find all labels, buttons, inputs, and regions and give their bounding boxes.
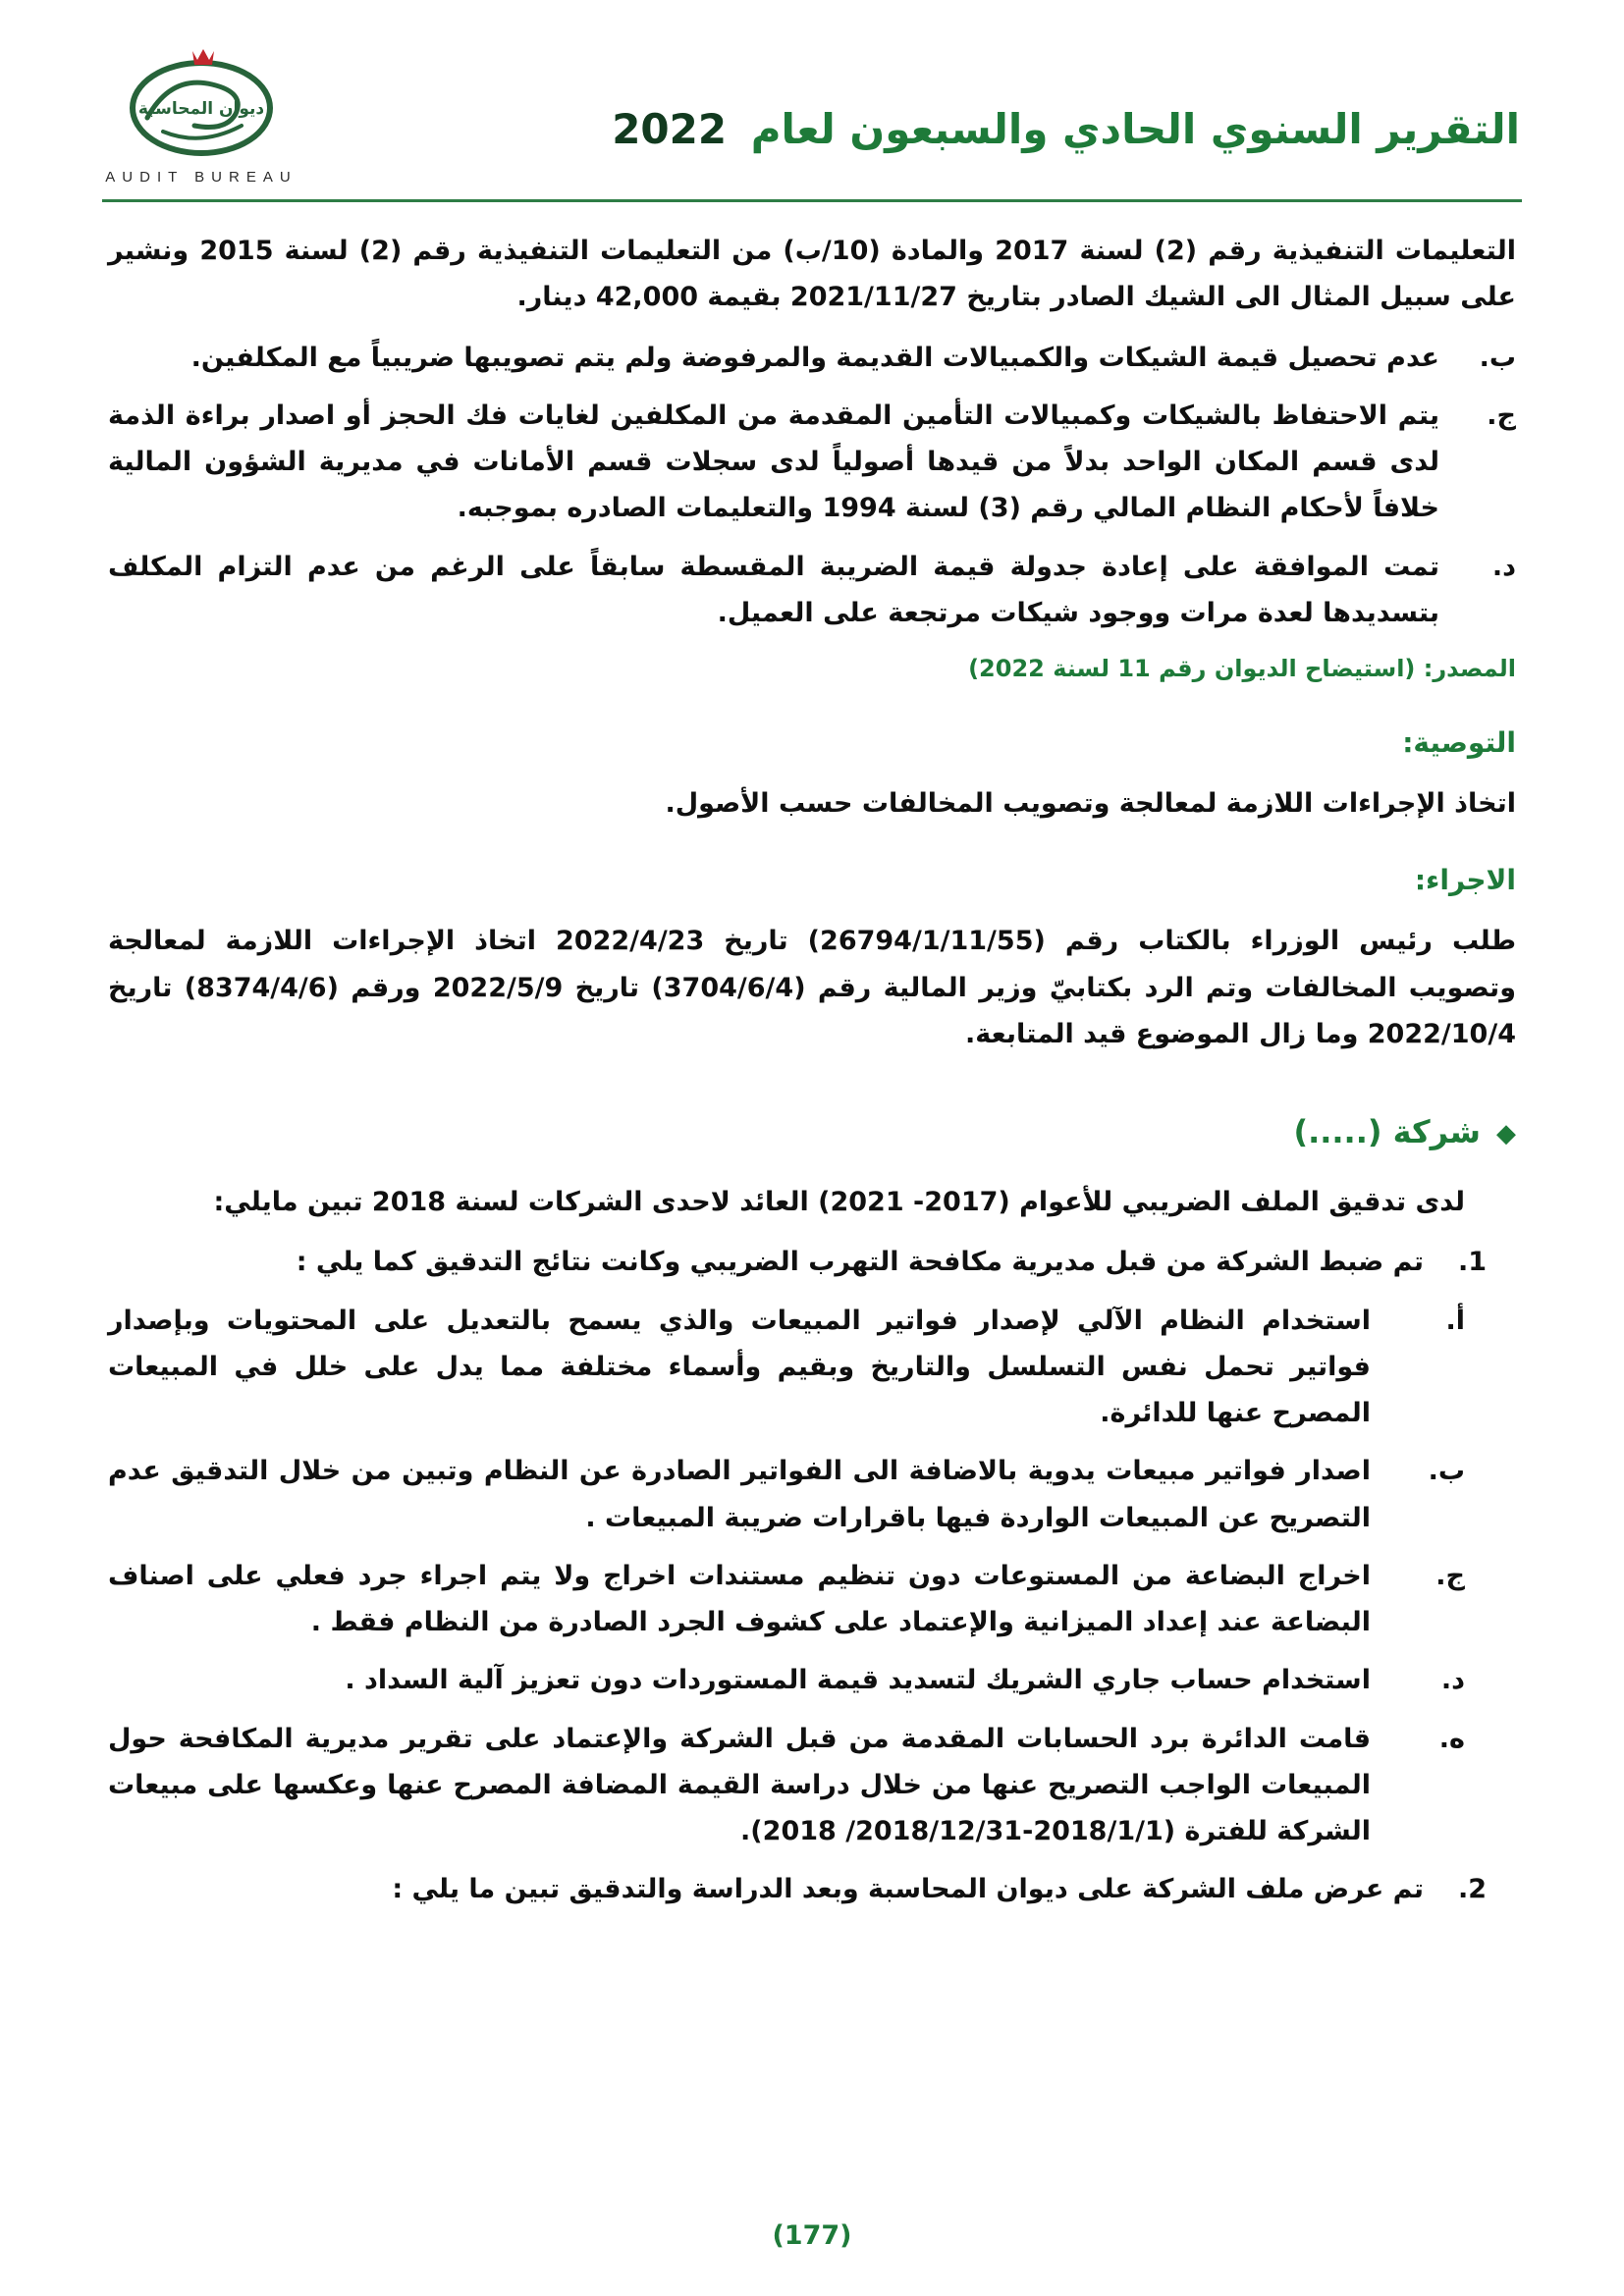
page-number: (177): [772, 2220, 852, 2251]
item-marker: ه.: [1438, 1723, 1465, 1754]
item-marker: ب.: [1479, 342, 1516, 373]
logo-english-name: AUDIT BUREAU: [105, 169, 298, 186]
sub-item-b: [108, 1448, 1516, 1541]
finding-item-j: [108, 393, 1516, 532]
sub-item-a: [108, 1298, 1516, 1437]
audit-bureau-emblem-icon: [114, 45, 289, 163]
finding-item-b: [108, 335, 1516, 381]
item-marker: ج.: [1435, 1560, 1465, 1591]
audit-bureau-logo: [98, 45, 304, 186]
source-line: المصدر: (استيضاح الديوان رقم 11 لسنة 2022): [968, 655, 1516, 682]
company-heading-text: شركة (.....): [1293, 1113, 1481, 1150]
item-text: استخدام النظام الآلي لإصدار فواتير المبيعات والذي يسمح بالتعديل على المحتويات وبإصدار فواتير تحمل نفس التسلسل والتاريخ وبقيم وأسماء مختلفة مما يدل على خلل في المبيعات المصرح عنها للدائرة.: [108, 1305, 1371, 1428]
item-marker: 2.: [1457, 1874, 1487, 1905]
item-marker: 1.: [1457, 1247, 1487, 1278]
report-title: [612, 78, 1520, 153]
company-section-heading: [108, 1104, 1516, 1159]
report-title-text: التقرير السنوي الحادي والسبعون لعام: [750, 105, 1520, 153]
report-body: [94, 202, 1530, 1925]
item-text: تم ضبط الشركة من قبل مديرية مكافحة التهرب الضريبي وكانت نتائج التدقيق كما يلي :: [296, 1247, 1424, 1278]
finding-item-d: [108, 544, 1516, 637]
sub-item-h: [108, 1716, 1516, 1855]
item-text: استخدام حساب جاري الشريك لتسديد قيمة المستوردات دون تعزيز آلية السداد .: [345, 1665, 1371, 1696]
sub-item-d: [108, 1657, 1516, 1703]
numbered-item-2: [108, 1866, 1516, 1912]
sub-item-j: [108, 1553, 1516, 1646]
page-footer: [94, 2220, 1530, 2267]
recommendation-text: اتخاذ الإجراءات اللازمة لمعالجة وتصويب المخالفات حسب الأصول.: [665, 788, 1516, 819]
item-text: اصدار فواتير مبيعات يدوية بالاضافة الى الفواتير الصادرة عن النظام وتبين من خلال التدقيق عدم التصريح عن المبيعات الواردة فيها باقرارات ضريبة المبيعات .: [108, 1456, 1371, 1533]
report-title-year: 2022: [612, 105, 728, 153]
item-marker: د.: [1440, 1665, 1465, 1696]
diamond-bullet-icon: ◆: [1496, 1119, 1516, 1148]
item-text: اخراج البضاعة من المستوعات دون تنظيم مستندات اخراج ولا يتم اجراء جرد فعلي على اصناف البضاعة عند إعداد الميزانية والإعتماد على كشوف الجرد الصادرة من النظام فقط .: [108, 1560, 1371, 1637]
item-text: يتم الاحتفاظ بالشيكات وكمبيالات التأمين المقدمة من المكلفين لغايات فك الحجز أو اصدار براءة الذمة لدى قسم المكان الواحد بدلاً من قيدها أصولياً لدى سجلات قسم الأمانات في مديرية الشؤون المالية خلافاً لأحكام النظام المالي رقم (3) لسنة 1994 والتعليمات الصادره بموجبه.: [108, 400, 1439, 524]
action-text: طلب رئيس الوزراء بالكتاب رقم (26794/1/11/55) تاريخ 2022/4/23 اتخاذ الإجراءات اللازمة لمعالجة وتصويب المخالفات وتم الرد بكتابيّ وزير المالية رقم (3704/6/4) تاريخ 2022/5/9 ورقم (8374/4/6) تاريخ 2022/10/4 وما زال الموضوع قيد المتابعة.: [108, 926, 1517, 1049]
item-text: قامت الدائرة برد الحسابات المقدمة من قبل الشركة والإعتماد على تقرير مديرية المكافحة حول المبيعات الواجب التصريح عنها من خلال دراسة القيمة المضافة المصرح عنها وعكسها على مبيعات الشركة للفترة (2018/1/1-2018/12/31/ 2018).: [108, 1723, 1371, 1846]
item-marker: ج.: [1487, 400, 1516, 431]
action-heading: الاجراء:: [1414, 864, 1516, 897]
item-marker: ب.: [1428, 1456, 1465, 1487]
recommendation-heading: التوصية:: [1402, 726, 1516, 759]
item-text: تمت الموافقة على إعادة جدولة قيمة الضريبة المقسطة سابقاً على الرغم من عدم التزام المكلف بتسديدها لعدة مرات ووجود شيكات مرتجعة على العميل.: [108, 551, 1439, 628]
continuation-paragraph: التعليمات التنفيذية رقم (2) لسنة 2017 والمادة (10/ب) من التعليمات التنفيذية رقم (2) لسنة 2015 ونشير على سبيل المثال الى الشيك الصادر بتاريخ 2021/11/27 بقيمة 42,000 دينار.: [108, 236, 1516, 313]
crown-icon: [192, 49, 214, 65]
page-header: [94, 45, 1530, 195]
item-marker: أ.: [1445, 1305, 1465, 1336]
item-marker: د.: [1491, 551, 1516, 582]
item-text: عدم تحصيل قيمة الشيكات والكمبيالات القديمة والمرفوضة ولم يتم تصويبها ضريبياً مع المكلفين.: [190, 342, 1439, 373]
item-text: تم عرض ملف الشركة على ديوان المحاسبة وبعد الدراسة والتدقيق تبين ما يلي :: [392, 1874, 1424, 1905]
logo-arabic-name: ديوان المحاسبة: [137, 99, 265, 119]
company-intro: لدى تدقيق الملف الضريبي للأعوام (2017- 2021) العائد لاحدى الشركات لسنة 2018 تبين مايلي:: [213, 1187, 1465, 1217]
numbered-item-1: [108, 1239, 1516, 1285]
